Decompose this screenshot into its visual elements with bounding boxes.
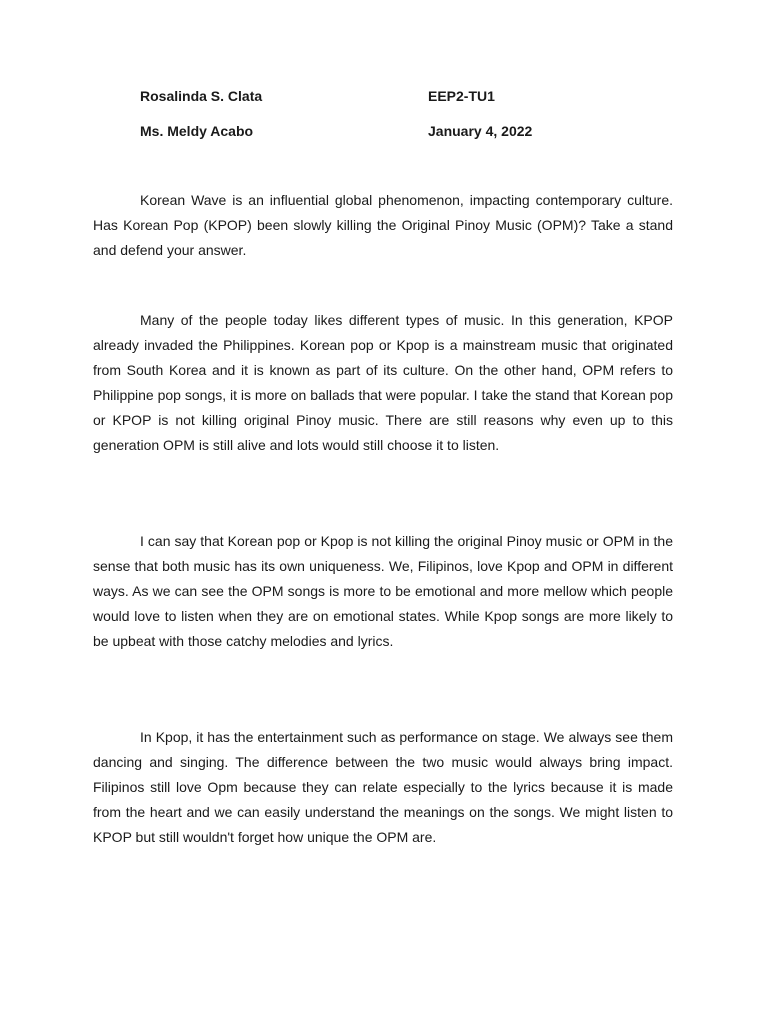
- header-row-2: [140, 123, 660, 143]
- essay-prompt: Korean Wave is an influential global phenomenon, impacting contemporary culture. Has Korean Pop (KPOP) been slowly killing the Original Pinoy Music (OPM)? Take a stand and defend your answer.: [93, 192, 673, 258]
- header-row-1: [140, 88, 660, 108]
- essay-paragraph: In Kpop, it has the entertainment such as performance on stage. We always see them dancing and singing. The difference between the two music would always bring impact. Filipinos still love Opm because they can relate especially to the lyrics because it is made from the heart and we can easily understand the meanings on the songs. We might listen to KPOP but still wouldn't forget how unique the OPM are.: [93, 729, 673, 845]
- essay-paragraph: Many of the people today likes different types of music. In this generation, KPOP already invaded the Philippines. Korean pop or Kpop is a mainstream music that originated from South Korea and it is known as part of its culture. On the other hand, OPM refers to Philippine pop songs, it is more on ballads that were popular. I take the stand that Korean pop or KPOP is not killing original Pinoy music. There are still reasons why even up to this generation OPM is still alive and lots would still choose it to listen.: [93, 312, 673, 453]
- section-code: EEP2-TU1: [428, 88, 495, 104]
- essay-paragraph: I can say that Korean pop or Kpop is not killing the original Pinoy music or OPM in the sense that both music has its own uniqueness. We, Filipinos, love Kpop and OPM in different ways. As we can see the OPM songs is more to be emotional and more mellow which people would love to listen when they are on emotional states. While Kpop songs are more likely to be upbeat with those catchy melodies and lyrics.: [93, 533, 673, 649]
- document-date: January 4, 2022: [428, 123, 533, 139]
- teacher-name: Ms. Meldy Acabo: [140, 123, 254, 139]
- student-name: Rosalinda S. Clata: [140, 88, 263, 104]
